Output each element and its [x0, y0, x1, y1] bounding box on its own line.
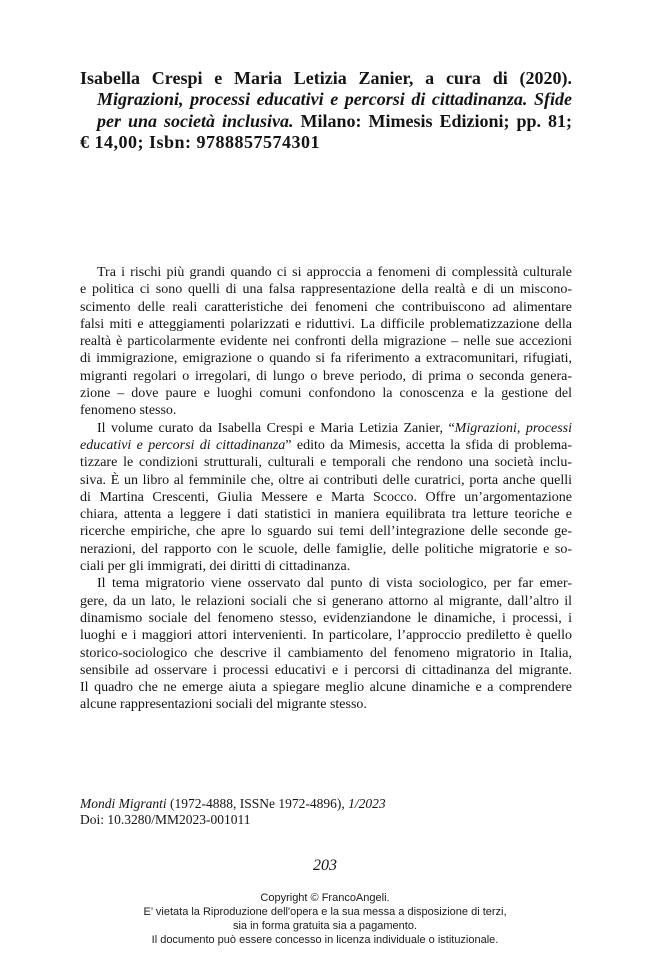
body-line: chiara, attenta a leggere i dati statistici in maniera equilibrata tra letture teoriche e [80, 507, 572, 523]
body-line: migranti regolari o irregolari, di lungo o breve periodo, di prima o seconda genera- [80, 368, 572, 384]
body-line: Il tema migratorio viene osservato dal punto di vista sociologico, per far emer- [97, 576, 572, 592]
doi-line: Doi: 10.3280/MM2023-001011 [80, 811, 251, 827]
body-paragraph [80, 575, 572, 713]
body-text-segment: ” edito da Mimesis, accetta la sfida di problema- [285, 437, 572, 453]
body-line [80, 420, 572, 437]
review-body [80, 264, 572, 714]
body-line: gere, da un lato, le relazioni sociali che si generano attorno al migrante, dall’altro il [80, 593, 572, 609]
body-line [80, 437, 572, 454]
copyright-line: E’ vietata la Riproduzione dell'opera e la sua messa a disposizione di terzi, [143, 906, 507, 918]
copyright-line: Copyright © FrancoAngeli. [260, 892, 390, 904]
body-line: di immigrazione, emigrazione o quando si fa riferimento a extracomunitari, rifugiati, [80, 351, 572, 367]
body-line: storico-sociologico che descrive il cambiamento del fenomeno migratorio in Italia, [80, 645, 572, 661]
body-line: sensibile ad osservare i processi educativi e i percorsi di cittadinanza del migrante. [80, 662, 572, 678]
journal-issue: 1/2023 [348, 796, 386, 811]
body-text-segment: Il volume curato da Isabella Crespi e Maria Letizia Zanier, “ [97, 420, 455, 436]
body-line: dinamismo sociale del fenomeno stesso, evidenziandone le dinamiche, i processi, i [80, 610, 572, 626]
journal-name: Mondi Migranti [80, 796, 167, 811]
body-line: luoghi e i maggiori attori intervenienti. In particolare, l’approccio prediletto è quello [80, 628, 572, 644]
copyright-notice [0, 891, 650, 947]
body-line: e politica ci sono quelli di una falsa rappresentazione della realtà e di un miscono- [80, 282, 572, 298]
review-citation-header [80, 68, 572, 153]
body-line: ricerche empiriche, che apre lo sguardo sui temi dell’integrazione delle seconde ge- [80, 524, 572, 540]
journal-reference-line [80, 796, 572, 812]
body-line: realtà è particolarmente evidente nei confronti della migrazione – nelle sue accezioni [80, 334, 572, 350]
body-line: scimento delle reali caratteristiche dei fenomeni che contribuiscono ad alimentare [80, 299, 572, 315]
body-line: di Martina Crescenti, Giulia Messere e Marta Scocco. Offre un’argomentazione [80, 489, 572, 505]
citation-authors-line: Isabella Crespi e Maria Letizia Zanier, a cura di (2020). [80, 68, 572, 88]
italic-book-title: Migrazioni, processi [454, 420, 572, 436]
citation-price-isbn: € 14,00; Isbn: 9788857574301 [80, 131, 321, 152]
body-line: fenomeno stesso. [80, 403, 177, 419]
body-line: Tra i rischi più grandi quando ci si approccia a fenomeni di complessità culturale [97, 265, 572, 280]
body-line: Il quadro che ne emerge aiuta a spiegare meglio alcune dinamiche e a comprendere [80, 680, 572, 696]
journal-citation [80, 796, 572, 827]
body-paragraph [80, 420, 572, 576]
journal-issn: (1972-4888, ISSNe 1972-4896), [170, 796, 345, 811]
citation-publisher: Milano: Mimesis Edizioni; pp. 81; [300, 110, 572, 131]
body-line: ciali per gli immigrati, dei diritti di cittadinanza. [80, 559, 351, 575]
copyright-line: Il documento può essere concesso in licenza individuale o istituzionale. [151, 934, 499, 946]
body-line: alcune rappresentazioni sociali del migrante stesso. [80, 697, 367, 713]
copyright-line: sia in forma gratuita sia a pagamento. [232, 920, 418, 932]
body-line: zione – dove paure e luoghi comuni confondono la conoscenza e la gestione del [80, 386, 572, 402]
citation-title-line-end: per una società inclusiva. [97, 110, 294, 131]
body-line: siva. È un libro al femminile che, oltre ai contributi delle curatrici, porta anche quelli [80, 472, 572, 488]
italic-book-title: educativi e percorsi di cittadinanza [80, 437, 286, 453]
citation-title-publisher-line [80, 111, 572, 132]
page-number: 203 [313, 857, 337, 874]
body-line: tizzare le condizioni strutturali, culturali e temporali che rendono una società inclu- [80, 455, 572, 471]
citation-title-line: Migrazioni, processi educativi e percorsi di cittadinanza. Sfide [97, 89, 572, 110]
body-line: nerazioni, del rapporto con le scuole, delle famiglie, delle politiche migratorie e so- [80, 541, 572, 557]
body-line: falsi miti e atteggiamenti polarizzati e riduttivi. La difficile problematizzazione della [80, 316, 572, 332]
body-paragraph [80, 264, 572, 420]
